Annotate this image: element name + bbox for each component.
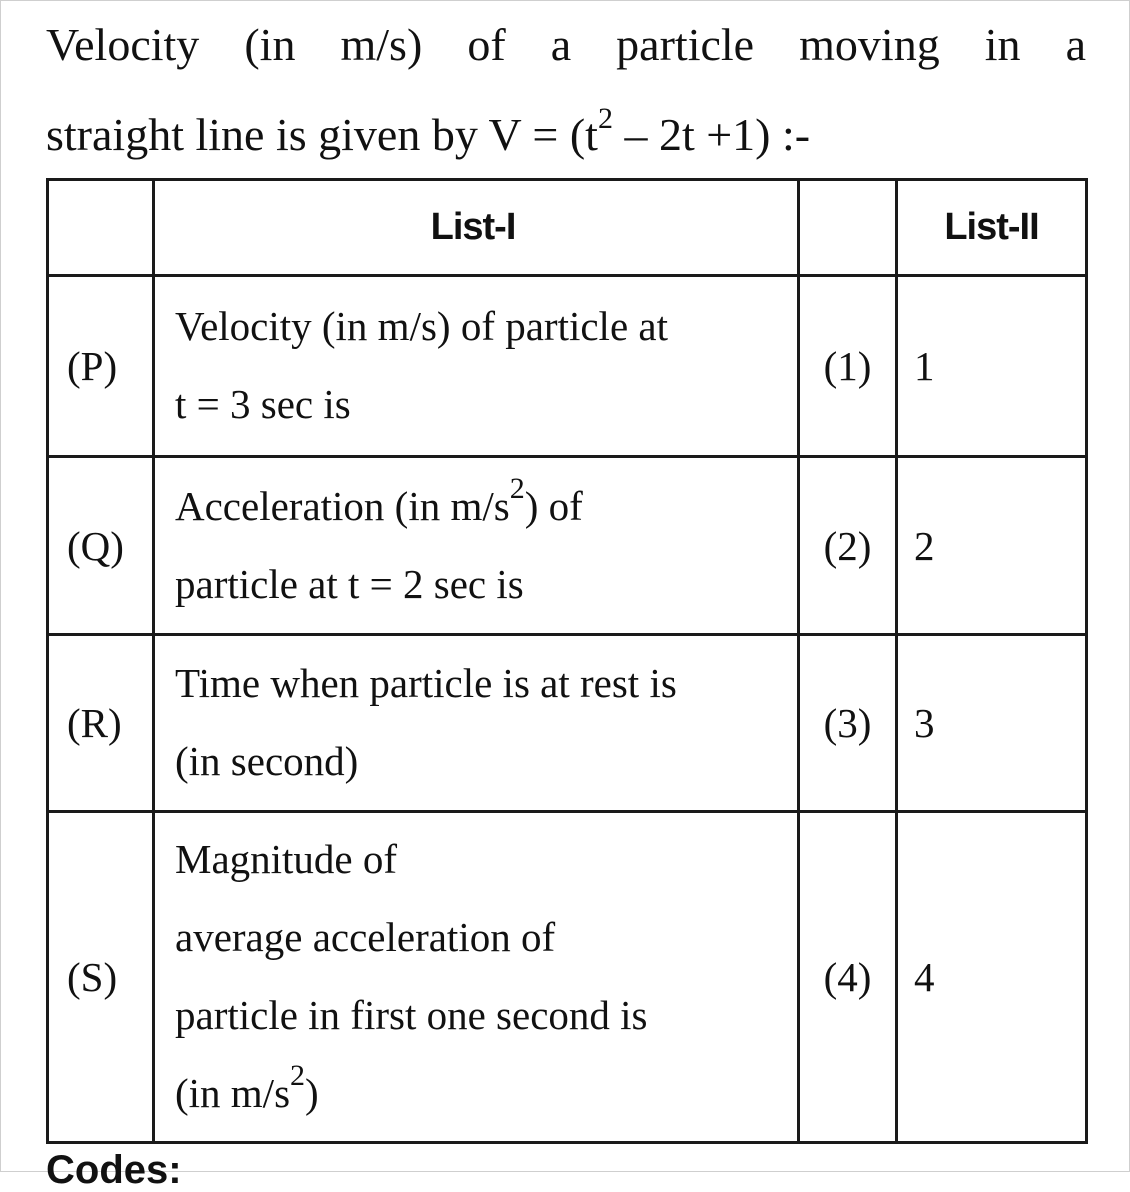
description-exponent: 2 — [509, 471, 525, 505]
description-line: Velocity (in m/s) of particle at — [175, 303, 668, 350]
question-line-2 — [46, 102, 811, 160]
question-text-end: – 2t +1) :- — [612, 109, 811, 160]
match-table — [46, 178, 1088, 1144]
table-header-row — [48, 180, 1087, 276]
row-option-value: 1 — [897, 276, 1087, 457]
row-description — [154, 635, 799, 812]
question-word: m/s) — [340, 19, 423, 70]
description-line — [175, 468, 791, 546]
question-word: in — [984, 19, 1021, 70]
description-exponent: 2 — [290, 1058, 306, 1092]
row-description — [154, 276, 799, 457]
row-label: (Q) — [48, 457, 154, 635]
table-row — [48, 635, 1087, 812]
description-text: (in m/s — [175, 1069, 291, 1116]
header-list-2: List-II — [897, 180, 1087, 276]
row-description — [154, 457, 799, 635]
question-word: Velocity — [46, 19, 200, 70]
row-option-value: 4 — [897, 812, 1087, 1143]
description-line: Time when particle is at rest is — [175, 660, 677, 707]
row-label: (R) — [48, 635, 154, 812]
row-description — [154, 812, 799, 1143]
question-word: (in — [244, 19, 296, 70]
table-row — [48, 276, 1087, 457]
row-label: (S) — [48, 812, 154, 1143]
question-word: of — [467, 19, 506, 70]
row-option-value: 3 — [897, 635, 1087, 812]
header-label-cell — [48, 180, 154, 276]
description-line: average acceleration of — [175, 914, 556, 961]
description-line: t = 3 sec is — [175, 381, 351, 427]
question-word: moving — [799, 19, 940, 70]
row-label: (P) — [48, 276, 154, 457]
question-word: a — [550, 19, 572, 70]
row-option-value: 2 — [897, 457, 1087, 635]
row-option-number: (1) — [799, 276, 897, 457]
header-num-cell — [799, 180, 897, 276]
description-line: particle at t = 2 sec is — [175, 560, 524, 607]
description-line: Magnitude of — [175, 836, 398, 883]
question-text: straight line is given by V = (t — [46, 109, 598, 160]
row-option-number: (3) — [799, 635, 897, 812]
row-option-number: (2) — [799, 457, 897, 635]
row-option-number: (4) — [799, 812, 897, 1143]
description-line: (in second) — [175, 738, 359, 784]
description-text-end: ) of — [524, 482, 583, 529]
description-text-end: ) — [305, 1069, 319, 1116]
question-exponent: 2 — [597, 102, 613, 135]
description-line — [175, 1055, 791, 1133]
header-list-1: List-I — [154, 180, 799, 276]
table-row — [48, 812, 1087, 1143]
question-word: particle — [616, 19, 755, 70]
description-text: Acceleration (in m/s — [175, 482, 510, 529]
codes-heading: Codes: — [46, 1148, 182, 1192]
description-line: particle in first one second is — [175, 992, 648, 1038]
question-line-1 — [46, 19, 1086, 70]
table-row — [48, 457, 1087, 635]
question-word: a — [1065, 19, 1086, 70]
